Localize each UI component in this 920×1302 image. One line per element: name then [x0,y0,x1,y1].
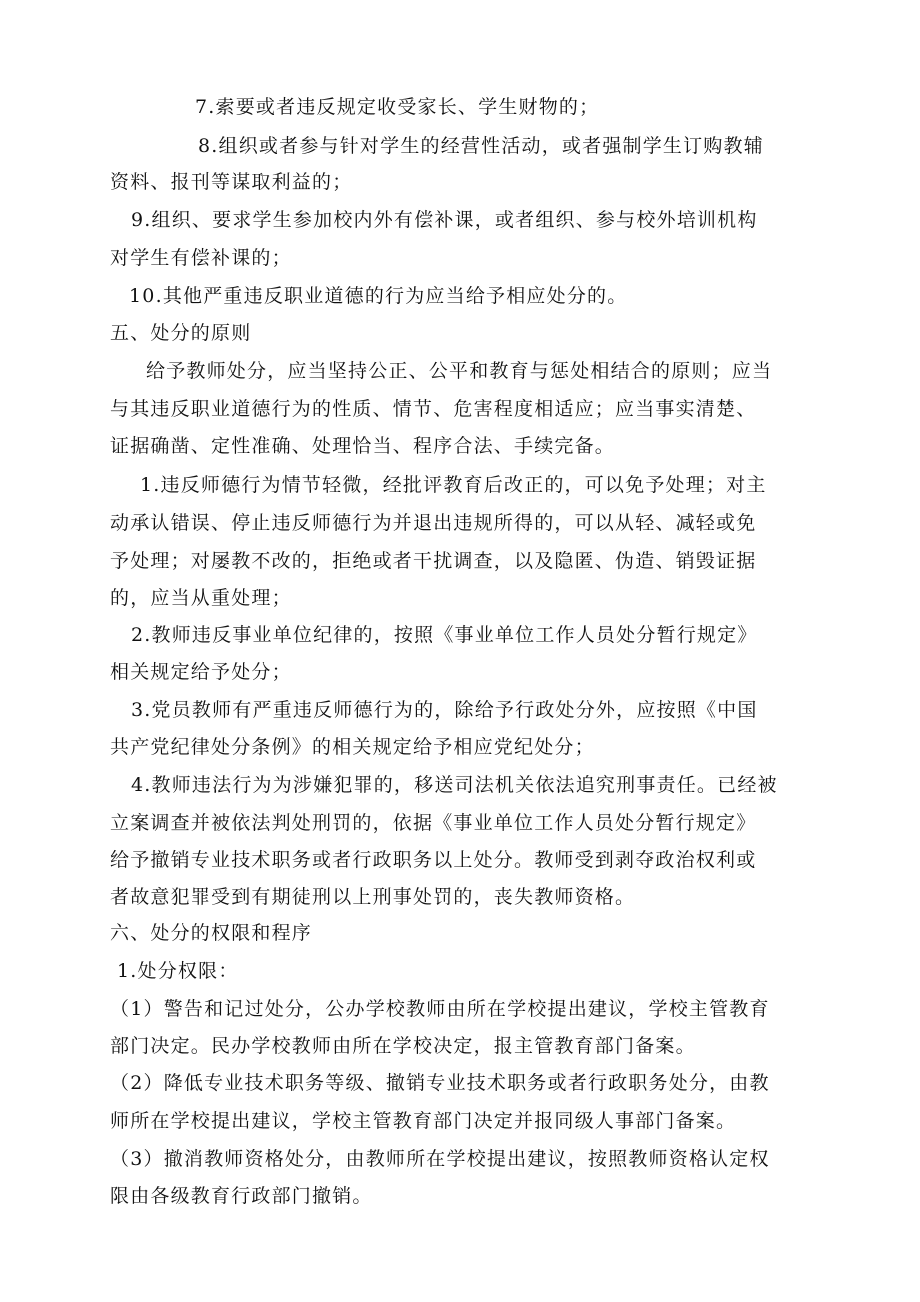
text-line: 4.教师违法行为为涉嫌犯罪的，移送司法机关依法追究刑事责任。已经被 [131,774,778,796]
text-line: 限由各级教育行政部门撤销。 [110,1185,373,1207]
text-line: 与其违反职业道德行为的性质、情节、危害程度相适应；应当事实清楚、 [110,398,757,420]
text-line: 3.党员教师有严重违反师德行为的，除给予行政处分外，应按照《中国 [131,699,758,721]
text-line: 的，应当从重处理； [110,587,292,609]
text-line: 9.组织、要求学生参加校内外有偿补课，或者组织、参与校外培训机构 [131,209,758,231]
text-line: 共产党纪律处分条例》的相关规定给予相应党纪处分； [110,736,595,758]
section-heading: 六、处分的权限和程序 [110,922,313,944]
text-line: 部门决定。民办学校教师由所在学校决定，报主管教育部门备案。 [110,1035,696,1057]
text-line: 证据确凿、定性准确、处理恰当、程序合法、手续完备。 [110,435,616,457]
text-line: 8.组织或者参与针对学生的经营性活动，或者强制学生订购教辅 [198,135,764,157]
text-line: 1.违反师德行为情节轻微，经批评教育后改正的，可以免予处理；对主 [140,474,767,496]
text-line: （1）警告和记过处分，公办学校教师由所在学校提出建议，学校主管教育 [110,998,770,1020]
text-line: 相关规定给予处分； [110,661,292,683]
text-line: 资料、报刊等谋取利益的； [110,171,353,193]
text-line: 师所在学校提出建议，学校主管教育部门决定并报同级人事部门备案。 [110,1110,737,1132]
text-line: 2.教师违反事业单位纪律的，按照《事业单位工作人员处分暂行规定》 [131,624,758,646]
text-line: （3）撤消教师资格处分，由教师所在学校提出建议，按照教师资格认定权 [110,1148,770,1170]
section-heading: 五、处分的原则 [110,322,252,344]
text-line: 者故意犯罪受到有期徒刑以上刑事处罚的，丧失教师资格。 [110,886,636,908]
text-line: 予处理；对屡教不改的，拒绝或者干扰调查，以及隐匿、伪造、销毁证据 [110,550,757,572]
text-line: 给予教师处分，应当坚持公正、公平和教育与惩处相结合的原则；应当 [146,360,773,382]
text-line: 1.处分权限： [117,960,239,982]
text-line: 动承认错误、停止违反师德行为并退出违规所得的，可以从轻、减轻或免 [110,512,757,534]
text-line: 对学生有偿补课的； [110,247,292,269]
text-line: 10.其他严重违反职业道德的行为应当给予相应处分的。 [129,285,628,307]
text-line: 7.索要或者违反规定收受家长、学生财物的； [195,96,600,118]
text-line: （2）降低专业技术职务等级、撤销专业技术职务或者行政职务处分，由教 [110,1072,770,1094]
text-line: 立案调查并被依法判处刑罚的，依据《事业单位工作人员处分暂行规定》 [110,812,757,834]
text-line: 给予撤销专业技术职务或者行政职务以上处分。教师受到剥夺政治权利或 [110,849,757,871]
